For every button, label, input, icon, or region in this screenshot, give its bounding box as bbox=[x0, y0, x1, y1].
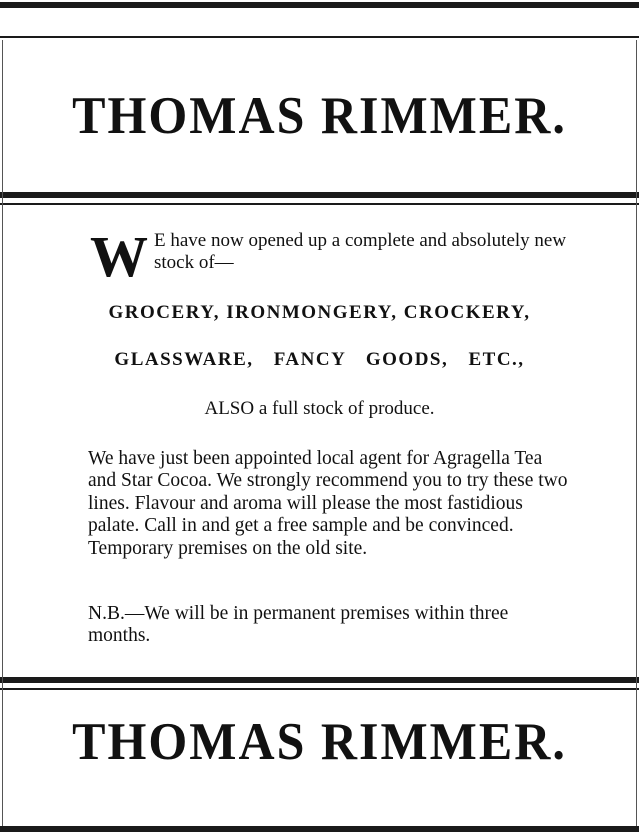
divider-upper-inner bbox=[0, 203, 639, 205]
goods-list-line-2: GLASSWARE, FANCY GOODS, ETC., bbox=[114, 349, 525, 370]
agency-paragraph: We have just been appointed local agent for Agragella Tea and Star Cocoa. We strongly recommend you to try these two lines. Flavour and aroma will please the most fastidious palate. Call in and get a free sample and be convinced. Temporary premises on the old site. bbox=[88, 448, 568, 559]
divider-lower-inner bbox=[0, 688, 639, 690]
bottom-border bbox=[0, 826, 639, 832]
drop-cap: W bbox=[90, 224, 148, 289]
top-border bbox=[0, 2, 639, 8]
produce-line: ALSO a full stock of produce. bbox=[204, 398, 435, 419]
divider-upper bbox=[0, 192, 639, 198]
top-border-inner bbox=[0, 36, 639, 38]
goods-list-line-1: GROCERY, IRONMONGERY, CROCKERY, bbox=[108, 302, 531, 323]
advertiser-heading-top: THOMAS RIMMER. bbox=[72, 85, 567, 145]
intro-paragraph bbox=[90, 224, 580, 289]
intro-text: E have now opened up a complete and absolutely new stock of— bbox=[154, 230, 567, 273]
right-border bbox=[636, 40, 637, 826]
divider-lower bbox=[0, 677, 639, 683]
advertiser-heading-bottom: THOMAS RIMMER. bbox=[72, 711, 567, 771]
nb-paragraph: N.B.—We will be in permanent premises within three months. bbox=[88, 603, 509, 647]
left-border bbox=[2, 40, 3, 826]
